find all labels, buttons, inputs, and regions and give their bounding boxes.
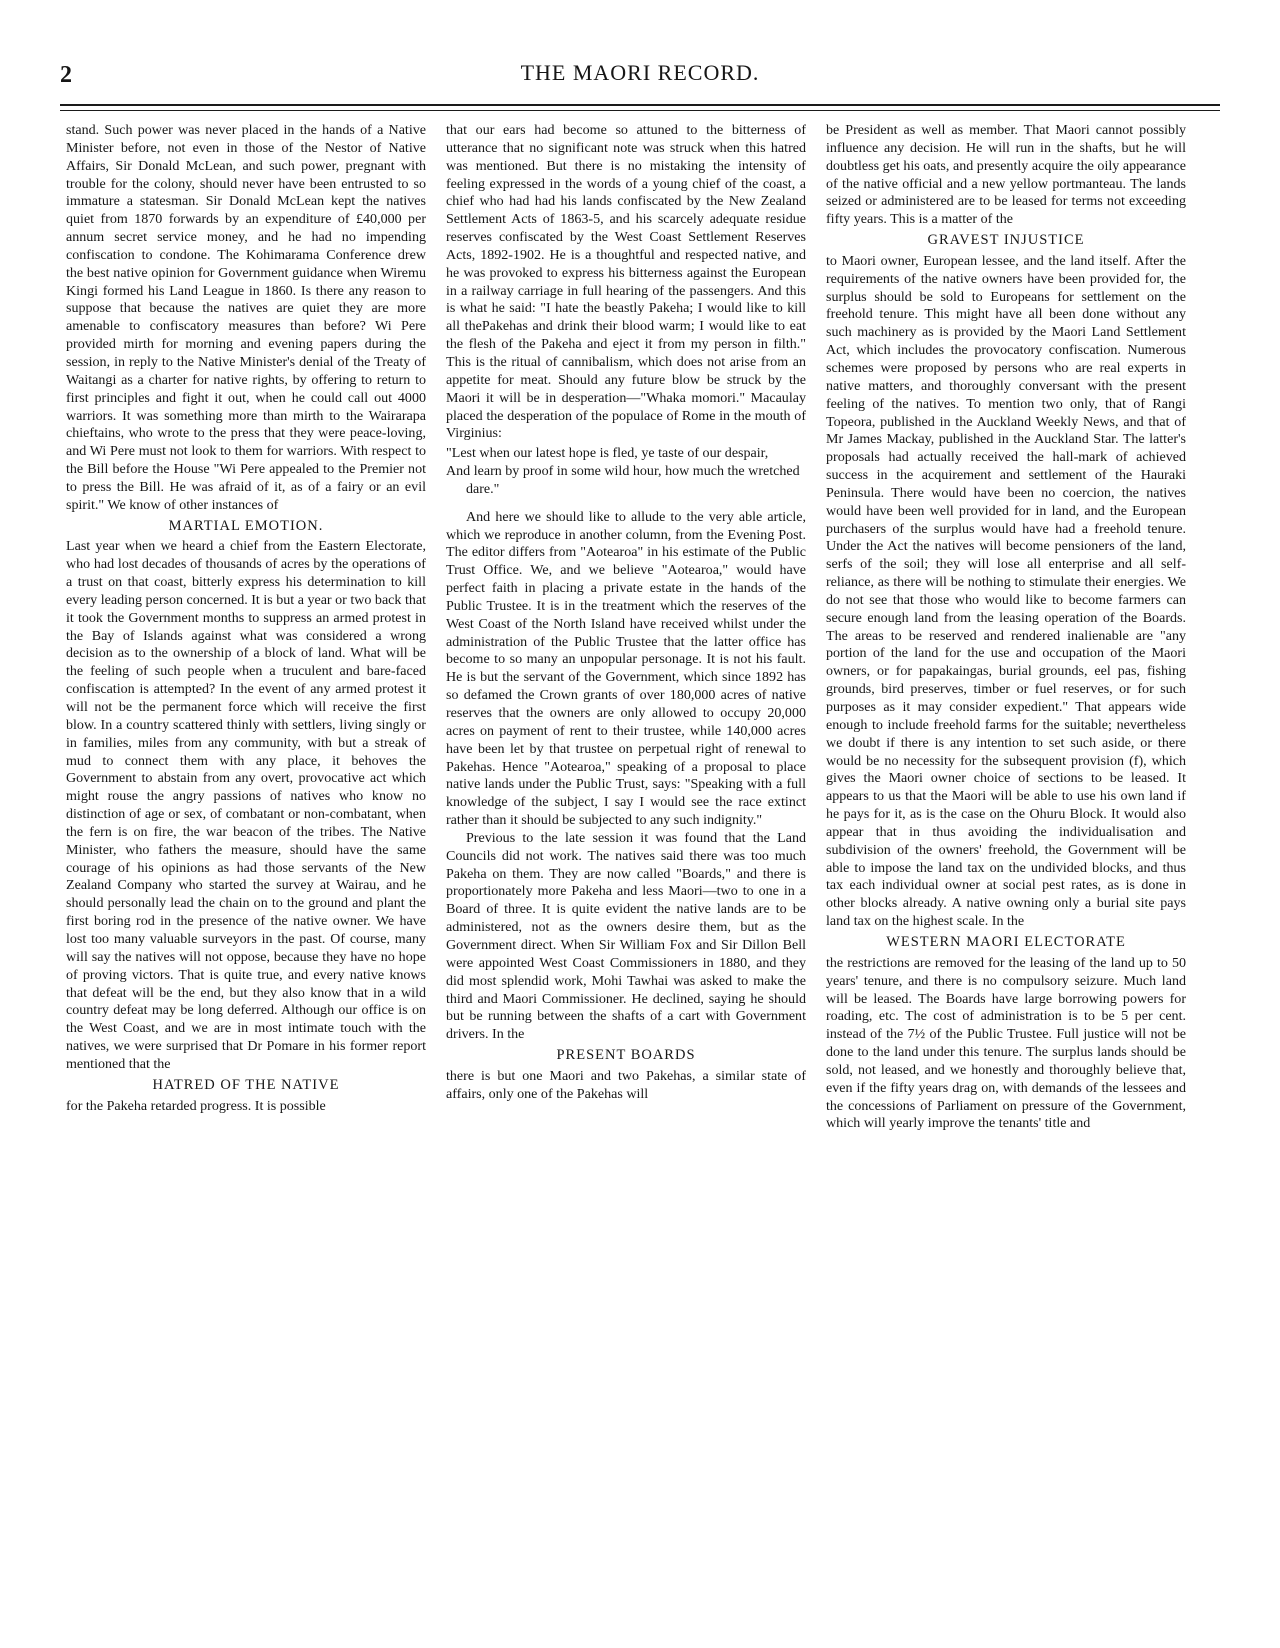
section-heading: GRAVEST INJUSTICE — [927, 232, 1085, 249]
article-paragraph: for the Pakeha retarded progress. It is possible — [66, 1097, 326, 1114]
column-3 — [826, 122, 1186, 1638]
article-paragraph: Previous to the late session it was found that the Land Councils did not work. The natives said there was too much Pakeha on them. They are now called "Boards," and there is proportionately more Pakeha and less Maori—two to one in a Board of three. It is quite evident the native lands are to be administered, not as the owners desire them, but as the Government direct. When Sir William Fox and Sir Dillon Bell were appointed West Coast Commissioners in 1880, and they did most splendid work, Mohi Tawhai was asked to make the third and Maori Commissioner. He declined, saying he should but be running between the shafts of a cart with Government drivers. In the — [446, 829, 806, 1043]
section-heading: PRESENT BOARDS — [556, 1047, 696, 1064]
article-paragraph: be President as well as member. That Maori cannot possibly influence any decision. He will run in the shafts, but he will doubtless get his oats, and presently acquire the oily appearance of the native official and a new yellow portmanteau. The lands seized or administered are to be leased for terms not exceeding fifty years. This is a matter of the — [826, 122, 1186, 228]
header-rule-thick — [60, 104, 1220, 106]
verse-line: And learn by proof in some wild hour, how much the wretched dare." — [446, 463, 800, 497]
section-heading: MARTIAL EMOTION. — [168, 517, 324, 534]
page-title: THE MAORI RECORD. — [520, 60, 760, 85]
column-2 — [446, 122, 806, 1638]
article-paragraph: that our ears had become so attuned to the bitterness of utterance that no significant note was struck when this hatred was mentioned. But there is no mistaking the intensity of feeling expressed in the words of a young chief of the coast, a chief who had had his lands confiscated by the New Zealand Settlement Acts of 1863-5, and his scarcely adequate residue reserves confiscated by the West Coast Settlement Reserves Acts, 1892-1902. He is a thoughtful and respected native, and he was provoked to express his bitterness against the European in a railway carriage in full hearing of the passengers. And this is what he said: "I hate the beastly Pakeha; I would like to kill all thePakehas and drink their blood warm; I would like to eat the flesh of the Pakeha and eject it from my person in filth." This is the ritual of cannibalism, which does not arise from an appetite for meat. Should any future blow be struck by the Maori it will be in desperation—"Whaka momori." Macaulay placed the desperation of the populace of Rome in the mouth of Virginius: — [446, 122, 806, 442]
header-rule-thin — [60, 110, 1220, 111]
article-paragraph: Last year when we heard a chief from the Eastern Electorate, who had lost decades of thousands of acres by the operations of a trust on that coast, bitterly express his determination to kill every leading person concerned. It is but a year or two back that it took the Government months to suppress an armed protest in the Bay of Islands against what was considered a wrong decision as to the ownership of a block of land. What will be the feeling of such people when a truculent and bare-faced confiscation is attempted? In the event of any armed protest it will not be the permanent force which will receive the first blow. In a country scattered thinly with settlers, living singly or in families, miles from any community, with but a streak of mud to connect them with any place, it behoves the Government to abstain from any overt, provocative act which might rouse the angry passions of natives who know no distinction of age or sex, of combatant or non-combatant, when the fern is on fire, the war beacon of the tribes. The Native Minister, who fathers the measure, should have the same courage of his opinions as had those servants of the New Zealand Company who started the survey at Wairau, and he should personally lead the chain on to the ground and plant the first boring rod in the presence of the native owner. We have lost too many valuable surveyors in the past. Of course, many will say the natives will not oppose, because they have no hope of proving victors. That is quite true, and every native knows that defeat will be the end, but they also know that in a wild country defeat may be long deferred. Although our office is on the West Coast, and we are in most intimate touch with the natives, we were surprised that Dr Pomare in his former report mentioned that the — [66, 538, 426, 1072]
article-paragraph: And here we should like to allude to the very able article, which we reproduce in another column, from the Evening Post. The editor differs from "Aotearoa" in his estimate of the Public Trust Office. We, and we believe "Aotearoa," would have perfect faith in placing a private estate in the hands of the Public Trustee. It is in the treatment which the reserves of the West Coast of the North Island have received whilst under the administration of the Public Trustee that the latter office has become to so many an unpopular personage. It is not his fault. He is but the servant of the Government, which since 1892 has so defamed the Crown grants of over 180,000 acres of native reserves that the owners are only allowed to occupy 20,000 acres on payment of rent to their trustee, while 140,000 acres have been let by that trustee on perpetual right of renewal to Pakehas. Hence "Aotearoa," speaking of a proposal to place native lands under the Public Trust, says: "Speaking with a full knowledge of the subject, I say I would see the race extinct rather than it should be subjected to any such indignity." — [446, 508, 806, 829]
article-paragraph: to Maori owner, European lessee, and the land itself. After the requirements of the native owners have been provided for, the surplus should be sold to Europeans for settlement on the freehold tenure. This might have all been done without any such machinery as is provided by the Maori Land Settlement Act, which includes the provocatory confiscation. Numerous schemes were proposed by persons who are real experts in native matters, and thoroughly conversant with the present feeling of the natives. To mention two only, that of Rangi Topeora, published in the Auckland Weekly News, and that of Mr James Mackay, published in the Auckland Star. The latter's proposals had actually received the hall-mark of achieved success in the acquirement and settlement of the Hauraki Peninsula. There would have been no coercion, the natives would have been well provided for in land, and the European purchasers of the surplus would have had a freehold tenure. Under the Act the natives will become pensioners of the land, serfs of the soil; they will lose all enterprise and all self-reliance, as there will be nothing to stimulate their energies. We do not see that those who would like to become farmers can secure enough land from the leasing operation of the Boards. The areas to be reserved and rendered inalienable are "any portion of the land for the use and occupation of the Maori owners, or for papakaingas, burial grounds, eel pas, fishing grounds, bird preserves, timber or fuel reserves, or for such purposes as it may consider expedient." That appears wide enough to include freehold farms for the suitable; nevertheless we doubt if there is any intention to set such aside, or there would be no necessity for the subsequent provision (f), which gives the Maori owner choice of sections to be leased. It appears to us that the Maori will be able to use his own land if he pays for it, as is the case on the Ohuru Block. It would also appear that in thus avoiding the individualisation and subdivision of the owners' freehold, the Government will be able to impose the land tax on the undivided blocks, and thus tax each individual owner at social pest rates, as is done in other blocks already. A native owning only a burial site pays land tax on the highest scale. In the — [826, 252, 1186, 930]
paragraph-gap — [446, 501, 806, 509]
article-paragraph: stand. Such power was never placed in the hands of a Native Minister before, not even in those of the Nestor of Native Affairs, Sir Donald McLean, and such power, pregnant with trouble for the colony, should never have been entrusted to so immature a statesman. Sir Donald McLean kept the natives quiet from 1870 forwards by an expenditure of £40,000 per annum secret service money, and he had no impending confiscation to condone. The Kohimarama Conference drew the best native opinion for Government guidance when Wiremu Kingi formed his Land League in 1860. Is there any reason to suppose that because the natives are quiet they are more amenable to confiscatory measures than before? Wi Pere provided mirth for morning and evening papers during the session, in reply to the Native Minister's denial of the Treaty of Waitangi as a charter for native rights, by offering to return to first principles and fight it out, when he could call out 4000 warriors. It was something more than mirth to the Wairarapa chieftains, who wrote to the press that they were peace-loving, and Wi Pere must not look to them for warriors. With respect to the Bill before the House "Wi Pere appealed to the Premier not to press the Bill. He was afraid of it, as of a fairy or an evil spirit." We know of other instances of — [66, 122, 426, 513]
article-paragraph: there is but one Maori and two Pakehas, a similar state of affairs, only one of the Pakehas will — [446, 1067, 806, 1102]
page-number: 2 — [60, 62, 72, 88]
verse-line: "Lest when our latest hope is fled, ye taste of our despair, — [446, 445, 769, 462]
article-paragraph: the restrictions are removed for the leasing of the land up to 50 years' tenure, and there is no compulsory seizure. Much land will be leased. The Boards have large borrowing powers for roading, etc. The cost of administration is to be 5 per cent. instead of the 7½ of the Public Trustee. Full justice will not be done to the land under this tenure. The surplus lands should be sold, not leased, and we honestly and thoroughly believe that, even if the fifty years drag on, with demands of the lessees and the concessions of Parliament on pressure of the Government, which will yearly improve the tenants' title and — [826, 954, 1186, 1132]
section-heading: HATRED OF THE NATIVE — [152, 1076, 340, 1093]
verse-quote — [446, 445, 806, 499]
column-1 — [66, 122, 426, 1638]
section-heading: WESTERN MAORI ELECTORATE — [886, 933, 1126, 950]
